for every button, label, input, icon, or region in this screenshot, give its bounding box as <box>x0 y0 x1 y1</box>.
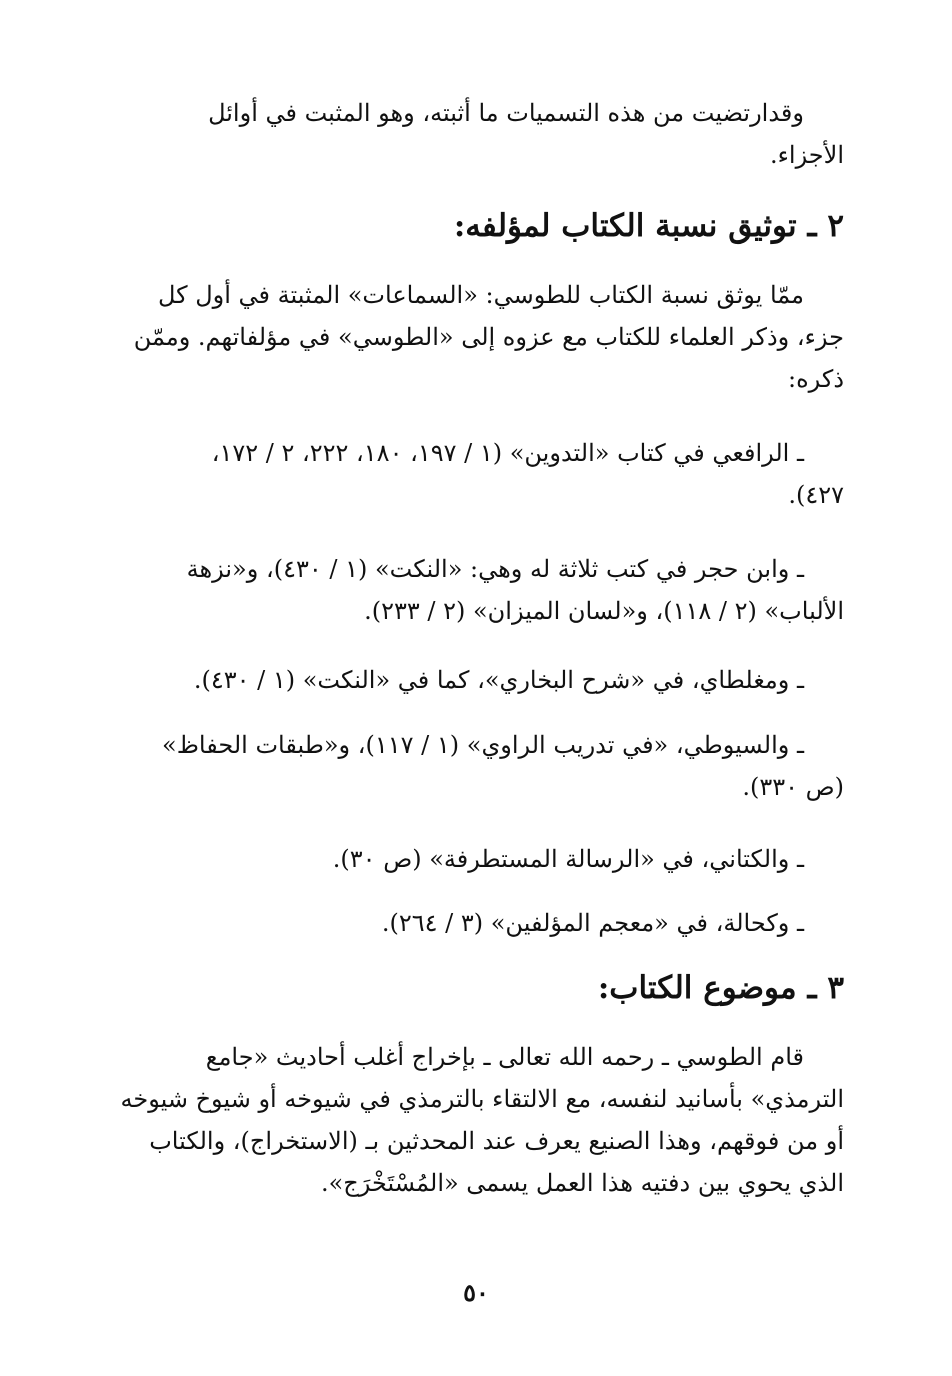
reference-line: ٤٢٧). <box>788 481 844 509</box>
reference-line: ـ وابن حجر في كتب ثلاثة له وهي: «النكت» (١ / ٤٣٠)، و«نزهة <box>186 555 804 583</box>
reference-line: ـ وكحالة، في «معجم المؤلفين» (٣ / ٢٦٤). <box>381 909 804 937</box>
reference-line: ـ ومغلطاي، في «شرح البخاري»، كما في «النكت» (١ / ٤٣٠). <box>193 666 804 694</box>
section-2-para-line-3: ذكره: <box>787 365 844 393</box>
reference-line: ـ والكتاني، في «الرسالة المستطرفة» (ص ٣٠). <box>332 845 804 873</box>
section-3-para-line-4: الذي يحوي بين دفتيه هذا العمل يسمى «المُسْتَخْرَج». <box>320 1169 844 1197</box>
section-2-heading: ٢ ـ توثيق نسبة الكتاب لمؤلفه: <box>453 208 844 244</box>
section-2-para-line-2: جزء، وذكر العلماء للكتاب مع عزوه إلى «الطوسي» في مؤلفاتهم. وممّن <box>133 323 844 351</box>
intro-paragraph <box>124 92 844 176</box>
reference-item-mughltai <box>124 659 844 701</box>
section-3-para-line-1: قام الطوسي ـ رحمه الله تعالى ـ بإخراج أغلب أحاديث «جامع <box>205 1043 804 1071</box>
section-3-paragraph <box>120 1036 844 1204</box>
reference-line: (ص ٣٣٠). <box>742 773 844 801</box>
reference-line: ـ الرافعي في كتاب «التدوين» (١ / ١٩٧، ١٨٠، ٢٢٢، ٢ / ١٧٢، <box>211 439 804 467</box>
section-3-para-line-2: الترمذي» بأسانيد لنفسه، مع الالتقاء بالترمذي في شيوخه أو شيوخ شيوخه <box>120 1085 844 1113</box>
reference-item-suyuti <box>124 724 844 808</box>
reference-item-rafii <box>124 432 844 516</box>
reference-item-kahhala <box>124 902 844 944</box>
section-3-heading: ٣ ـ موضوع الكتاب: <box>597 970 844 1006</box>
reference-item-kattani <box>124 838 844 880</box>
page-number: ٥٠ <box>463 1278 489 1307</box>
reference-item-ibn-hajar <box>124 548 844 632</box>
intro-line-2: الأجزاء. <box>769 141 844 169</box>
reference-line: الألباب» (٢ / ١١٨)، و«لسان الميزان» (٢ / ٢٣٣). <box>364 597 844 625</box>
reference-line: ـ والسيوطي، «في تدريب الراوي» (١ / ١١٧)، و«طبقات الحفاظ» <box>162 731 804 759</box>
section-3-para-line-3: أو من فوقهم، وهذا الصنيع يعرف عند المحدثين بـ (الاستخراج)، والكتاب <box>149 1127 844 1155</box>
intro-line-1: وقدارتضيت من هذه التسميات ما أثبته، وهو المثبت في أوائل <box>208 99 804 127</box>
section-2-paragraph <box>124 274 844 400</box>
section-2-para-line-1: ممّا يوثق نسبة الكتاب للطوسي: «السماعات» المثبتة في أول كل <box>158 281 804 309</box>
